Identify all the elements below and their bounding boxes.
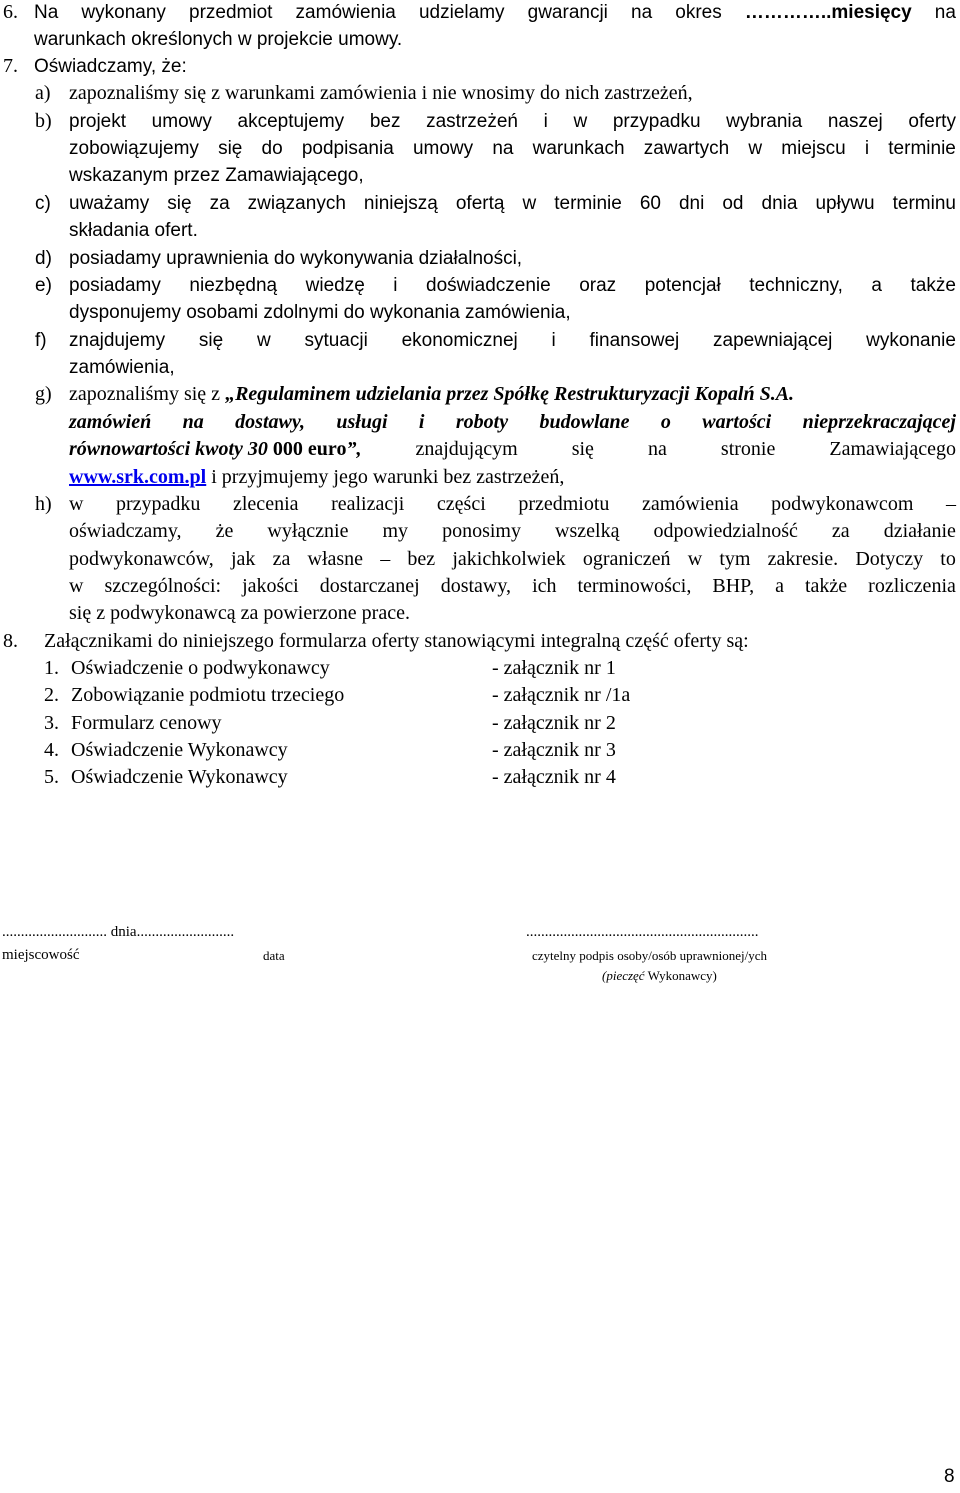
word: się: [218, 138, 243, 159]
word: że: [215, 520, 234, 542]
word: w: [69, 493, 84, 515]
word: my: [382, 520, 409, 542]
item-7h-line-3: [0, 546, 960, 573]
word: i: [418, 411, 425, 433]
item-7g-line-2: [0, 409, 960, 436]
word: niniejszą: [363, 193, 438, 214]
item-7g-line-4: www.srk.com.pl i przyjmujemy jego warunki bez zastrzeżeń,: [69, 466, 565, 488]
item-7b-line-1: b) projekt umowy akceptujemy bez zastrzeżeń i w przypadku wybrania naszej oferty: [0, 108, 960, 135]
item-number: 6.: [3, 1, 18, 23]
word: umowy: [151, 111, 212, 132]
item-7e-line-2: dysponujemy osobami zdolnymi do wykonania zamówienia,: [69, 302, 571, 323]
word: w: [748, 138, 763, 159]
word: dnia: [761, 193, 798, 214]
word: wybrania: [726, 111, 803, 132]
word: przedmiot: [189, 2, 273, 23]
word: oraz: [579, 275, 617, 296]
word: oświadczamy,: [69, 520, 182, 542]
word: Dotyczy: [855, 548, 924, 570]
word: związanych: [247, 193, 346, 214]
signature-labels: [0, 944, 960, 966]
item-6-line-2: warunkach określonych w projekcie umowy.: [34, 29, 403, 50]
word: doświadczenie: [426, 275, 551, 296]
item-7g-line-1: g) zapoznaliśmy się z „Regulaminem udzielania przez Spółkę Restrukturyzacji Kopalń S.A.: [35, 383, 795, 405]
word: dostawy,: [440, 575, 512, 597]
word: odpowiedzialność: [653, 520, 798, 542]
item-number: 7.: [3, 55, 18, 77]
item-7d: d) posiadamy uprawnienia do wykonywania działalności,: [35, 248, 523, 269]
attachment-item: 5. Oświadczenie Wykonawcy - załącznik nr 4: [44, 766, 616, 788]
word: bez: [369, 111, 401, 132]
word: zamówienia: [641, 493, 739, 515]
word: rozliczenia: [868, 575, 956, 597]
word: i: [393, 275, 398, 296]
stamp-label: (pieczęć Wykonawcy): [602, 968, 717, 983]
website-link[interactable]: www.srk.com.pl: [69, 466, 207, 488]
word: finansowej: [589, 330, 680, 351]
word: BHP,: [712, 575, 755, 597]
item-7h-line-1: h) w przypadku zlecenia realizacji części przedmiotu zamówienia podwykonawcom –: [0, 491, 960, 518]
signature-dotted-lines: [0, 921, 960, 943]
word: wykonanie: [866, 330, 956, 351]
word: zlecenia: [233, 493, 299, 515]
word: jak: [230, 548, 256, 570]
word: dni: [678, 193, 705, 214]
word: tym: [719, 548, 751, 570]
item-7c-line-2: składania ofert.: [69, 220, 198, 241]
word: gwarancji: [527, 2, 608, 23]
word: podwykonawcom: [771, 493, 914, 515]
word: wszelką: [555, 520, 620, 542]
word: ponosimy: [442, 520, 521, 542]
attachment-item: 4. Oświadczenie Wykonawcy - załącznik nr 3: [44, 739, 616, 761]
word: –: [380, 548, 391, 570]
item-7a: a) zapoznaliśmy się z warunkami zamówienia i nie wnosimy do nich zastrzeżeń,: [35, 82, 693, 104]
word: to: [940, 548, 956, 570]
item-7f-line-2: zamówienia,: [69, 357, 175, 378]
word: okres: [675, 2, 722, 23]
word: w: [256, 330, 271, 351]
word: części: [436, 493, 486, 515]
attachment-item: 2. Zobowiązanie podmiotu trzeciego - załącznik nr /1a: [44, 684, 631, 706]
word: i: [551, 330, 556, 351]
word: uważamy: [69, 193, 150, 214]
word: na: [631, 2, 653, 23]
word: wykonany: [81, 2, 166, 23]
word: szczególności:: [104, 575, 222, 597]
word: umowy: [412, 138, 474, 159]
word: budowlane: [539, 411, 630, 433]
word: i: [543, 111, 548, 132]
item-7-heading: 7. Oświadczamy, że:: [0, 53, 960, 80]
word: wyłącznie: [267, 520, 349, 542]
word: za: [831, 520, 850, 542]
word: własne: [307, 548, 364, 570]
word: na: [182, 411, 204, 433]
word: przedmiotu: [518, 493, 610, 515]
item-7h-line-5: się z podwykonawcą za powierzone prace.: [69, 602, 410, 624]
word: przypadku: [612, 111, 701, 132]
word: w: [573, 111, 588, 132]
word: znajdujemy: [69, 330, 166, 351]
word: do: [261, 138, 283, 159]
item-number: 8.: [3, 630, 18, 652]
word: ekonomicznej: [401, 330, 518, 351]
word: akceptujemy: [237, 111, 345, 132]
page-number-row: [0, 1463, 960, 1490]
word: się: [198, 330, 224, 351]
word: miejscu: [781, 138, 846, 159]
item-7h-line-2: [0, 518, 960, 545]
word: także: [804, 575, 848, 597]
word: oferty: [908, 111, 956, 132]
item-8-heading: 8. Załącznikami do niniejszego formularza oferty stanowiącymi integralną część oferty są:: [0, 628, 960, 655]
item-6-line-1: [0, 0, 960, 26]
word: potencjał: [644, 275, 721, 296]
word: terminu: [892, 193, 956, 214]
word: zapewniającej: [713, 330, 833, 351]
word: techniczny,: [749, 275, 843, 296]
word: i: [864, 138, 870, 159]
word: warunkach: [532, 138, 625, 159]
word: na: [934, 2, 956, 23]
word: terminie: [888, 138, 956, 159]
word: Na: [34, 2, 59, 23]
word: ofertą: [455, 193, 505, 214]
word: działanie: [883, 520, 956, 542]
page-number: 8: [944, 1466, 955, 1487]
word: podpisania: [301, 138, 394, 159]
signature-label: czytelny podpis osoby/osób uprawnionej/ych: [532, 948, 768, 963]
word: przypadku: [116, 493, 201, 515]
word: za: [209, 193, 230, 214]
item-7g-line-3: równowartości kwoty 30 000 euro”, znajdującym się na stronie Zamawiającego: [69, 438, 956, 460]
word: terminie: [554, 193, 622, 214]
word: w: [69, 575, 84, 597]
place-label: miejscowość: [2, 947, 80, 963]
word: niezbędną: [189, 275, 278, 296]
word: ograniczeń: [582, 548, 671, 570]
word: zamówienia: [295, 2, 396, 23]
word: dostawy,: [235, 411, 305, 433]
word: realizacji: [331, 493, 405, 515]
word: jakichkolwiek: [452, 548, 566, 570]
item-7c-line-1: c) uważamy się za związanych niniejszą ofertą w terminie 60 dni od dnia upływu terminu: [0, 190, 960, 217]
word: 60: [639, 193, 661, 214]
word: zobowiązujemy: [69, 138, 199, 159]
word: ich: [532, 575, 557, 597]
word: dostarczanej: [319, 575, 420, 597]
word: …………..miesięcy: [744, 2, 912, 23]
item-7f-line-1: f) znajdujemy się w sytuacji ekonomicznej i finansowej zapewniającej wykonanie: [0, 327, 960, 354]
item-7h-line-4: [0, 573, 960, 600]
word: podwykonawców,: [69, 548, 214, 570]
regulation-title: „Regulaminem udzielania przez Spółkę Restrukturyzacji Kopalń S.A.: [225, 383, 795, 405]
word: posiadamy: [69, 275, 161, 296]
word: w: [687, 548, 703, 570]
word: za: [272, 548, 291, 570]
word: terminowości,: [577, 575, 692, 597]
word: od: [722, 193, 744, 214]
word: upływu: [815, 193, 875, 214]
word: –: [945, 493, 956, 515]
attachment-item: 1. Oświadczenie o podwykonawcy - załącznik nr 1: [44, 657, 616, 679]
word: w: [522, 193, 537, 214]
word: jakości: [242, 575, 299, 597]
item-6-text: [34, 0, 956, 26]
word: usługi: [336, 411, 388, 433]
word: także: [910, 275, 956, 296]
word: nieprzekraczającej: [802, 411, 956, 433]
word: a: [871, 275, 882, 296]
word: udzielamy: [418, 2, 505, 23]
item-7b-line-2: [0, 135, 960, 162]
word: roboty: [455, 411, 509, 433]
item-7e-line-1: e) posiadamy niezbędną wiedzę i doświadczenie oraz potencjał techniczny, a także: [0, 272, 960, 299]
word: wiedzę: [305, 275, 365, 296]
word: zakresie.: [767, 548, 839, 570]
word: zawartych: [643, 138, 730, 159]
word: zamówień: [69, 411, 152, 433]
word: a: [775, 575, 784, 597]
word: bez: [407, 548, 436, 570]
date-label: data: [263, 948, 285, 963]
place-date-line: ............................ dnia..........................: [2, 924, 235, 940]
word: wartości: [702, 411, 772, 433]
word: naszej: [827, 111, 883, 132]
signature-line: ..............................................................: [526, 924, 759, 940]
word: na: [492, 138, 514, 159]
word: zastrzeżeń: [426, 111, 518, 132]
word: sytuacji: [304, 330, 368, 351]
word: o: [660, 411, 671, 433]
item-7b-line-3: wskazanym przez Zamawiającego,: [69, 165, 364, 186]
word: projekt: [69, 111, 127, 132]
word: się: [167, 193, 192, 214]
attachment-item: 3. Formularz cenowy - załącznik nr 2: [44, 712, 616, 734]
